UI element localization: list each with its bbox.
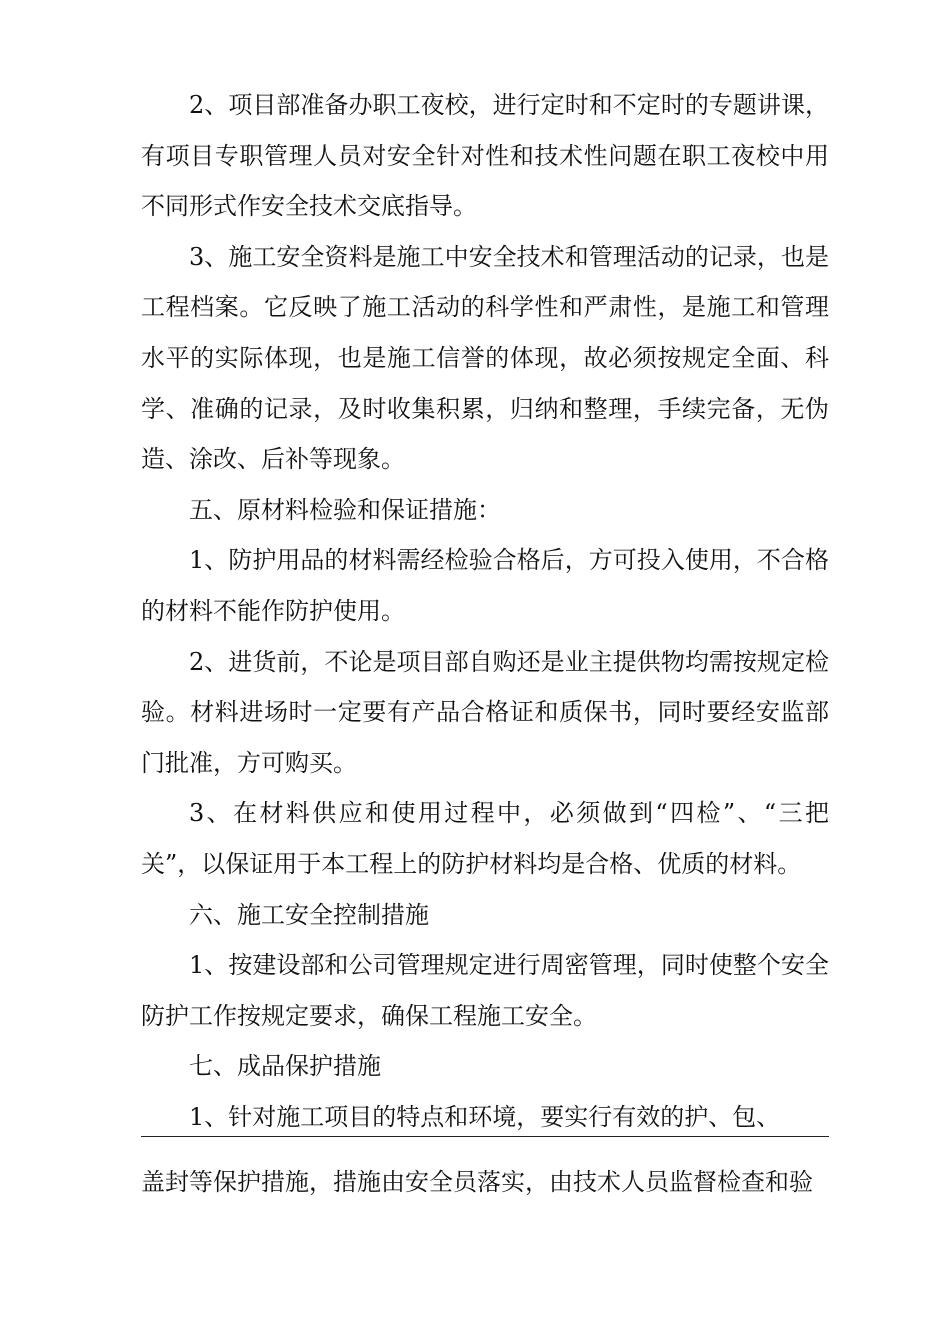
paragraph-night-school: 2、项目部准备办职工夜校，进行定时和不定时的专题讲课，有项目专职管理人员对安全针对性和技术性问题在职工夜校中用不同形式作安全技术交底指导。	[141, 91, 829, 221]
paragraph-material-inspection: 1、防护用品的材料需经检验合格后，方可投入使用，不合格的材料不能作防护使用。	[141, 546, 829, 625]
section-heading-product-protection: 七、成品保护措施	[189, 1052, 381, 1081]
section-heading-safety-control: 六、施工安全控制措施	[189, 900, 429, 929]
paragraph-purchase-inspection: 2、进货前，不论是项目部自购还是业主提供物均需按规定检验。材料进场时一定要有产品合格证和质保书，同时要经安监部门批准，方可购买。	[141, 647, 829, 777]
paragraph-management: 1、按建设部和公司管理规定进行周密管理，同时使整个安全防护工作按规定要求，确保工程施工安全。	[141, 951, 829, 1030]
section-heading-materials: 五、原材料检验和保证措施：	[189, 495, 501, 524]
main-text-body	[141, 80, 829, 1142]
paragraph-continuation: 盖封等保护措施，措施由安全员落实，由技术人员监督检查和验	[141, 1168, 813, 1196]
page-divider	[141, 1136, 829, 1137]
continued-text-body	[141, 1157, 829, 1208]
paragraph-four-checks: 3、在材料供应和使用过程中，必须做到“四检”、“三把关”，以保证用于本工程上的防护材料均是合格、优质的材料。	[141, 799, 829, 878]
paragraph-protection-measures: 1、针对施工项目的特点和环境，要实行有效的护、包、	[189, 1102, 781, 1131]
paragraph-safety-records: 3、施工安全资料是施工中安全技术和管理活动的记录，也是工程档案。它反映了施工活动的科学性和严肃性，是施工和管理水平的实际体现，也是施工信誉的体现，故必须按规定全面、科学、准确的记录，及时收集积累，归纳和整理，手续完备，无伪造、涂改、后补等现象。	[141, 242, 829, 474]
